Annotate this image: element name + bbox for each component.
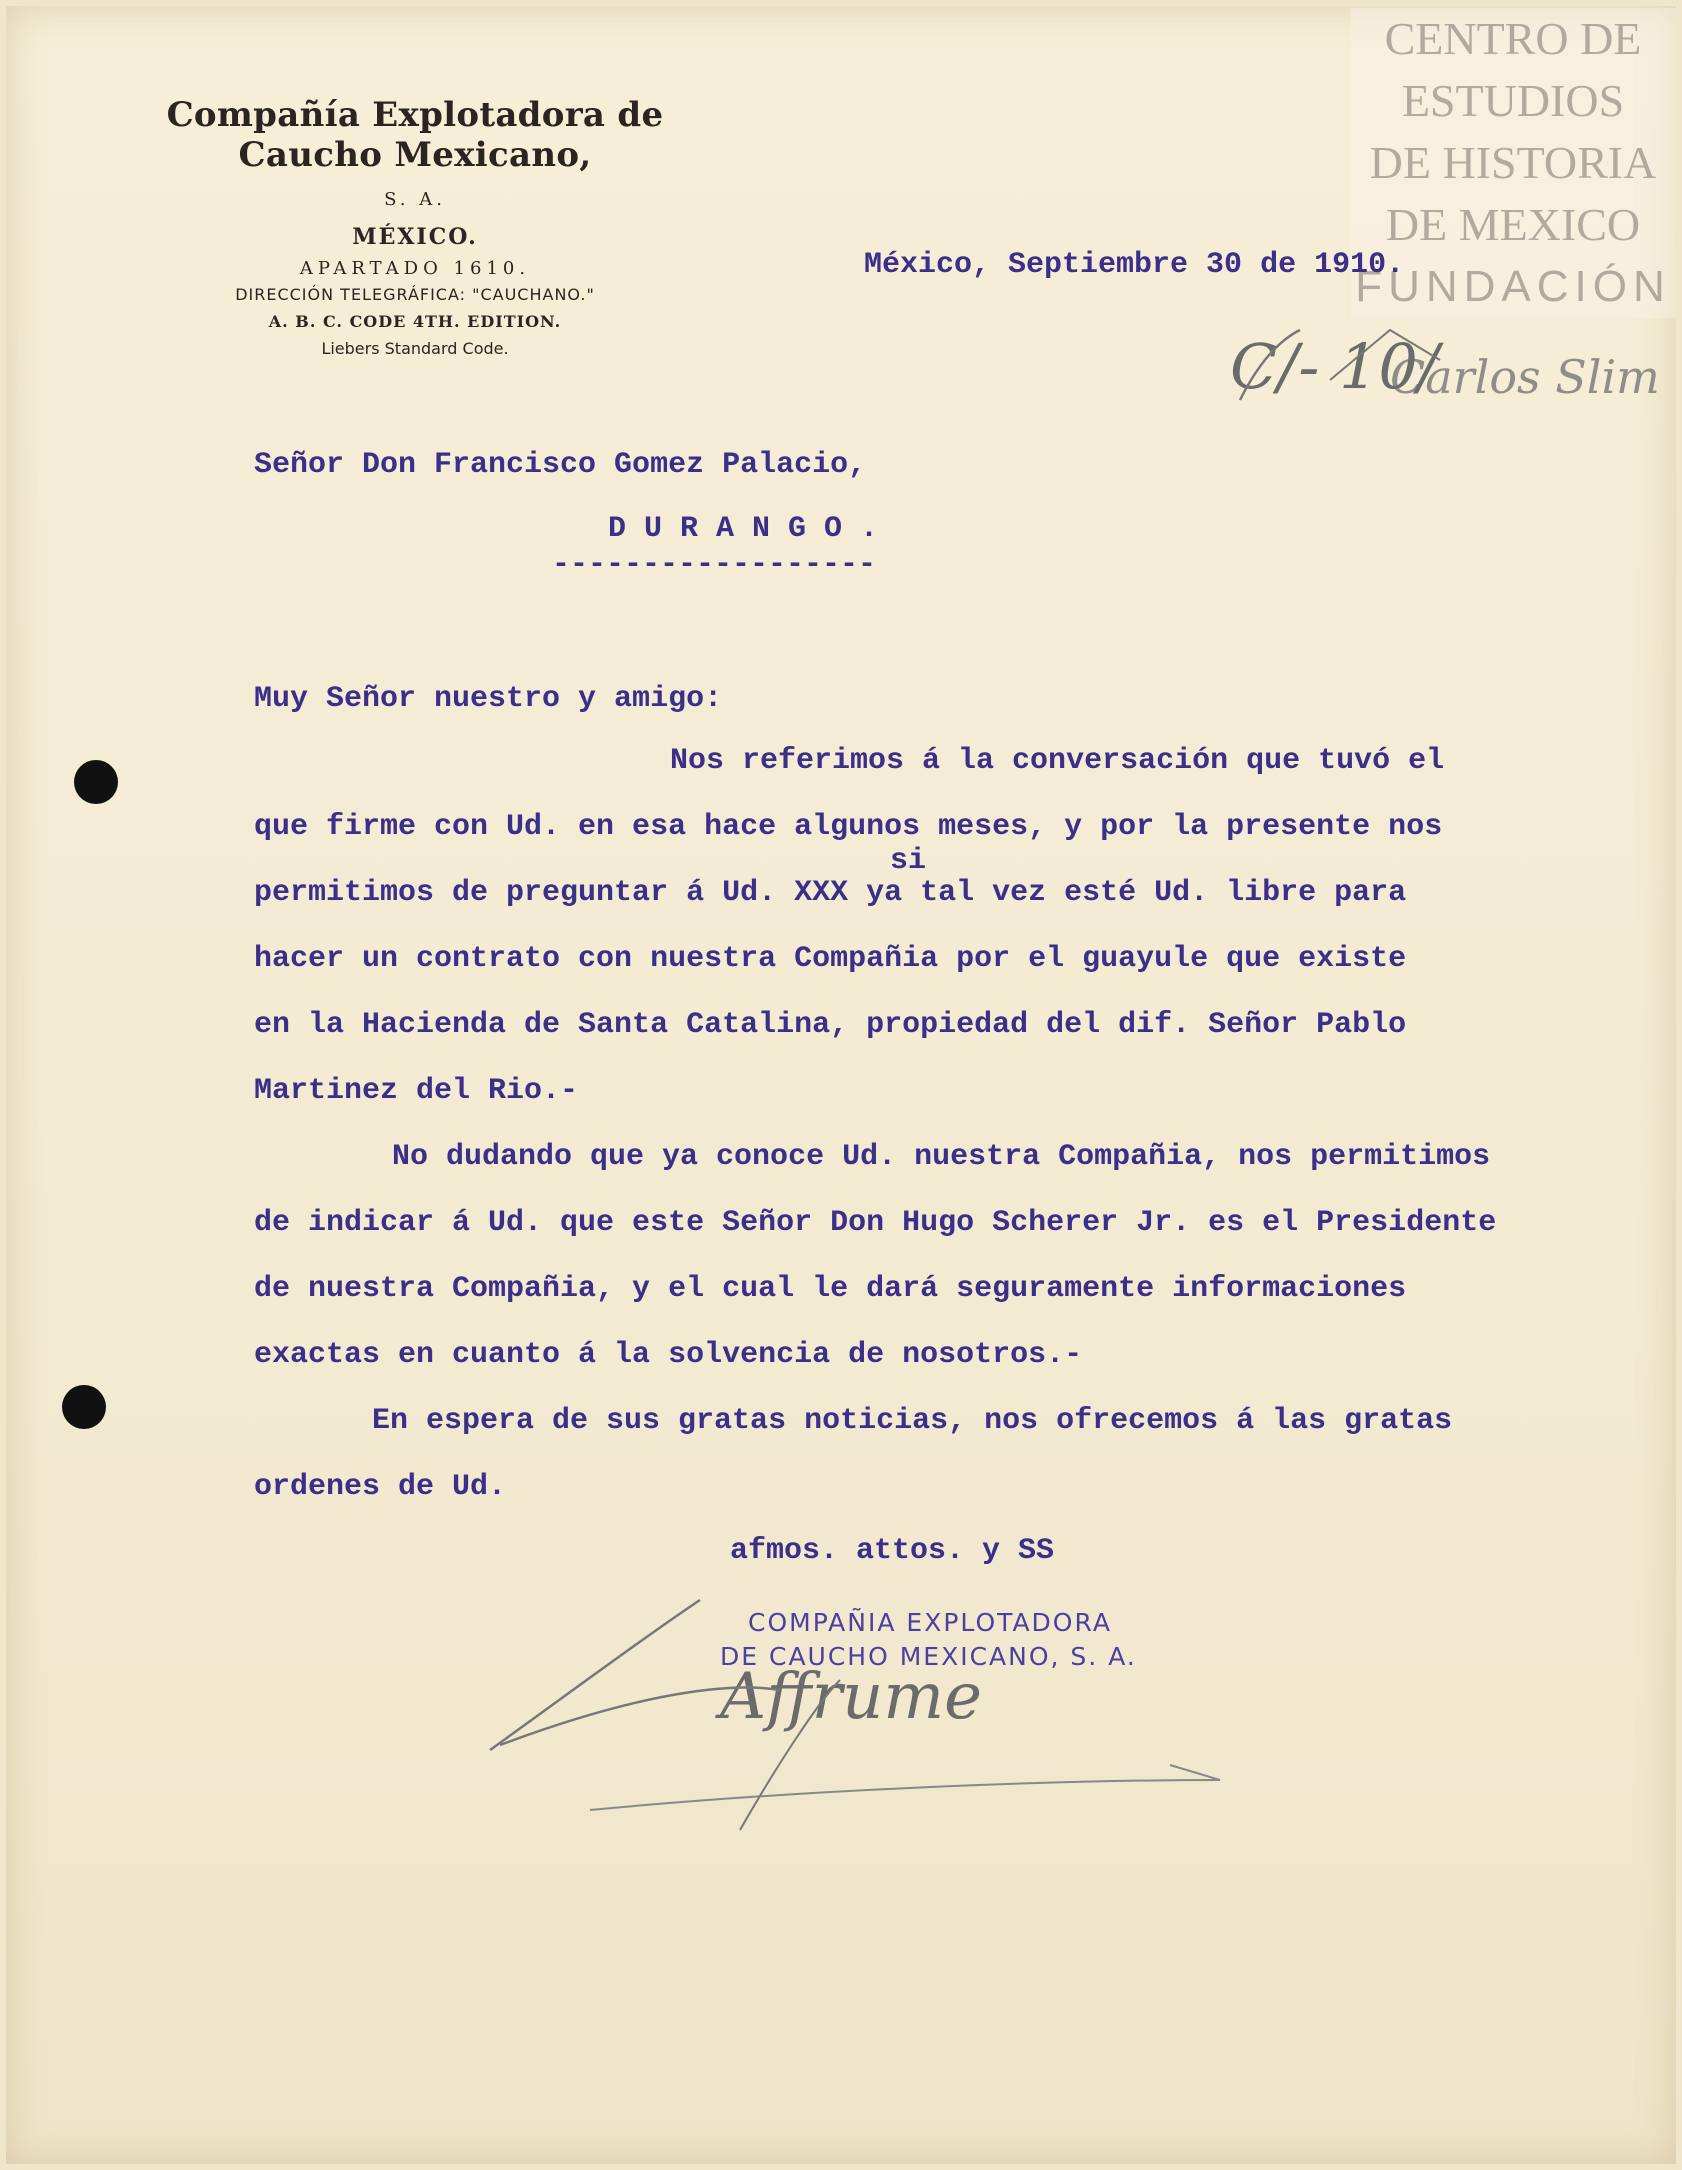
signature: Affrume bbox=[720, 1660, 982, 1734]
addressee-underline: ------------------ bbox=[552, 548, 877, 582]
letterhead-company: Compañía Explotadora de Caucho Mexicano, bbox=[166, 95, 664, 175]
body-line-7: No dudando que ya conoce Ud. nuestra Compañia, nos permitimos bbox=[392, 1140, 1491, 1174]
body-insert-si: si bbox=[890, 844, 927, 878]
watermark-line3: DE HISTORIA bbox=[1369, 137, 1657, 188]
handwritten-note: C/- 10/ bbox=[1230, 330, 1439, 403]
body-line-9: de nuestra Compañia, y el cual le dará seguramente informaciones bbox=[254, 1272, 1407, 1306]
body-line-12: ordenes de Ud. bbox=[254, 1470, 507, 1504]
signature-company-line1: COMPAÑIA EXPLOTADORA bbox=[748, 1608, 1112, 1637]
watermark-line4: DE MEXICO bbox=[1385, 199, 1641, 250]
letterhead-liebers: Liebers Standard Code. bbox=[321, 339, 509, 358]
body-line-11: En espera de sus gratas noticias, nos ofrecemos á las gratas bbox=[372, 1404, 1453, 1438]
watermark-line1: CENTRO DE bbox=[1384, 13, 1642, 64]
letterhead-sa: S. A. bbox=[384, 189, 446, 210]
watermark-line5: FUNDACIÓN bbox=[1355, 262, 1671, 311]
watermark-slim: Carlos Slim bbox=[1390, 350, 1660, 404]
body-line-5: en la Hacienda de Santa Catalina, propiedad del dif. Señor Pablo bbox=[254, 1008, 1407, 1042]
body-line-1: Nos referimos á la conversación que tuvó el bbox=[670, 744, 1445, 778]
letterhead-city: MÉXICO. bbox=[352, 224, 478, 250]
body-line-8: de indicar á Ud. que este Señor Don Hugo Scherer Jr. es el Presidente bbox=[254, 1206, 1497, 1240]
watermark-line2: ESTUDIOS bbox=[1401, 75, 1625, 126]
letterhead-telegraph: DIRECCIÓN TELEGRÁFICA: "CAUCHANO." bbox=[235, 285, 595, 304]
body-line-10: exactas en cuanto á la solvencia de nosotros.- bbox=[254, 1338, 1083, 1372]
date-line: México, Septiembre 30 de 1910. bbox=[864, 248, 1405, 282]
body-line-3: permitimos de preguntar á Ud. XXX ya tal vez esté Ud. libre para bbox=[254, 876, 1407, 910]
letterhead-abc-code: A. B. C. CODE 4TH. EDITION. bbox=[268, 312, 562, 331]
body-line-6: Martinez del Rio.- bbox=[254, 1074, 579, 1108]
letterhead-apartado: APARTADO 1610. bbox=[299, 258, 531, 279]
body-line-4: hacer un contrato con nuestra Compañia por el guayule que existe bbox=[254, 942, 1407, 976]
signature-company-line2: DE CAUCHO MEXICANO, S. A. bbox=[720, 1642, 1137, 1671]
salutation: Muy Señor nuestro y amigo: bbox=[254, 682, 723, 716]
addressee-name: Señor Don Francisco Gomez Palacio, bbox=[254, 448, 867, 482]
addressee-city: D U R A N G O . bbox=[608, 512, 879, 546]
body-line-2: que firme con Ud. en esa hace algunos meses, y por la presente nos bbox=[254, 810, 1443, 844]
closing: afmos. attos. y SS bbox=[730, 1534, 1055, 1568]
